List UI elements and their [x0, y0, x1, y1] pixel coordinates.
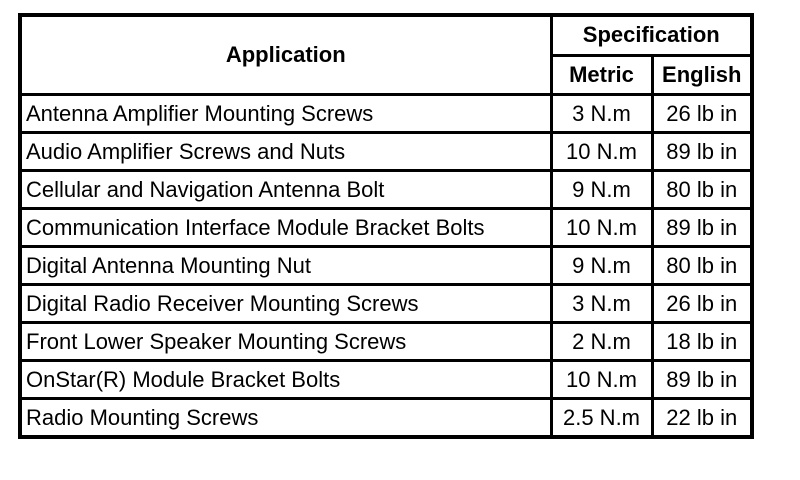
metric-value-cell: 3 N.m — [551, 285, 652, 323]
metric-column-header: Metric — [551, 55, 652, 95]
application-cell: Audio Amplifier Screws and Nuts — [20, 133, 551, 171]
table-row — [20, 399, 752, 438]
table-row — [20, 95, 752, 133]
table-row — [20, 171, 752, 209]
english-value-cell: 80 lb in — [652, 171, 752, 209]
table-row — [20, 285, 752, 323]
table-header — [20, 15, 752, 95]
specification-group-header: Specification — [551, 15, 752, 55]
table-body — [20, 95, 752, 438]
english-value-cell: 26 lb in — [652, 95, 752, 133]
metric-value-cell: 9 N.m — [551, 171, 652, 209]
metric-value-cell: 10 N.m — [551, 209, 652, 247]
application-column-header: Application — [20, 15, 551, 95]
metric-value-cell: 3 N.m — [551, 95, 652, 133]
english-value-cell: 89 lb in — [652, 133, 752, 171]
application-cell: Radio Mounting Screws — [20, 399, 551, 438]
metric-value-cell: 10 N.m — [551, 361, 652, 399]
table-row — [20, 361, 752, 399]
table-row — [20, 133, 752, 171]
header-row-top — [20, 15, 752, 55]
table-row — [20, 209, 752, 247]
application-cell: OnStar(R) Module Bracket Bolts — [20, 361, 551, 399]
metric-value-cell: 9 N.m — [551, 247, 652, 285]
application-cell: Cellular and Navigation Antenna Bolt — [20, 171, 551, 209]
application-cell: Front Lower Speaker Mounting Screws — [20, 323, 551, 361]
application-cell: Communication Interface Module Bracket Bolts — [20, 209, 551, 247]
english-value-cell: 22 lb in — [652, 399, 752, 438]
fastener-specification-table — [18, 13, 754, 439]
application-cell: Digital Antenna Mounting Nut — [20, 247, 551, 285]
metric-value-cell: 2.5 N.m — [551, 399, 652, 438]
english-value-cell: 18 lb in — [652, 323, 752, 361]
english-value-cell: 89 lb in — [652, 209, 752, 247]
english-column-header: English — [652, 55, 752, 95]
english-value-cell: 89 lb in — [652, 361, 752, 399]
application-cell: Antenna Amplifier Mounting Screws — [20, 95, 551, 133]
metric-value-cell: 2 N.m — [551, 323, 652, 361]
english-value-cell: 80 lb in — [652, 247, 752, 285]
application-cell: Digital Radio Receiver Mounting Screws — [20, 285, 551, 323]
english-value-cell: 26 lb in — [652, 285, 752, 323]
table-row — [20, 323, 752, 361]
table-row — [20, 247, 752, 285]
metric-value-cell: 10 N.m — [551, 133, 652, 171]
